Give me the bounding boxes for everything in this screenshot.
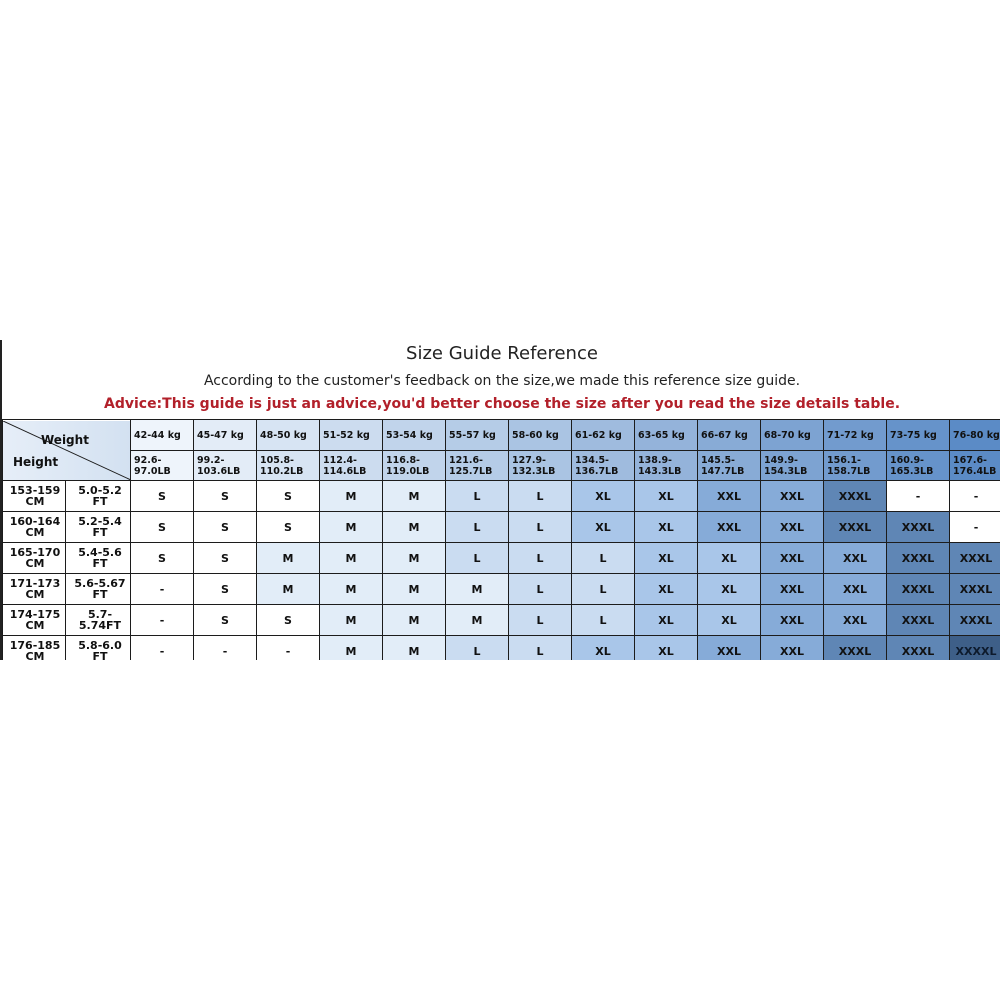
height-cm-line: 165-170 xyxy=(9,546,61,559)
weight-lb-header xyxy=(572,451,635,481)
height-ft-cell: 5.7-5.74FT xyxy=(66,605,131,636)
size-cell: XXL xyxy=(824,574,887,605)
weight-kg-header: 45-47 kg xyxy=(194,420,257,451)
table-row xyxy=(3,543,1000,574)
size-cell: S xyxy=(131,543,194,574)
height-cm-line: 153-159 xyxy=(9,484,61,497)
weight-kg-row xyxy=(3,420,1000,451)
weight-lb-header xyxy=(257,451,320,481)
size-cell: S xyxy=(194,543,257,574)
weight-lb-line: 167.6- xyxy=(953,454,987,466)
weight-lb-line: 105.8- xyxy=(260,454,294,466)
size-cell: XXXL xyxy=(950,574,1000,605)
weight-lb-line: 116.8- xyxy=(386,454,420,466)
weight-kg-header: 48-50 kg xyxy=(257,420,320,451)
size-cell: XL xyxy=(698,543,761,574)
weight-kg-header: 42-44 kg xyxy=(131,420,194,451)
weight-kg-header: 76-80 kg xyxy=(950,420,1000,451)
weight-lb-line: 132.3LB xyxy=(512,465,556,477)
table-corner xyxy=(3,420,131,481)
size-cell: S xyxy=(194,512,257,543)
height-cm-cell xyxy=(3,543,66,574)
size-cell: S xyxy=(194,605,257,636)
height-cm-cell xyxy=(3,512,66,543)
height-cm-line: CM xyxy=(25,619,45,632)
weight-kg-header: 68-70 kg xyxy=(761,420,824,451)
weight-kg-header: 71-72 kg xyxy=(824,420,887,451)
weight-lb-header xyxy=(131,451,194,481)
size-cell: XL xyxy=(572,481,635,512)
weight-lb-line: 92.6- xyxy=(134,454,162,466)
weight-lb-line: 165.3LB xyxy=(890,465,934,477)
size-cell: M xyxy=(320,636,383,661)
height-cm-cell xyxy=(3,636,66,661)
size-cell: XL xyxy=(635,636,698,661)
size-cell: M xyxy=(383,636,446,661)
size-cell: XXXXL xyxy=(950,636,1000,661)
weight-lb-header xyxy=(698,451,761,481)
weight-label: Weight xyxy=(41,432,89,447)
size-cell: S xyxy=(194,481,257,512)
weight-lb-header xyxy=(887,451,950,481)
size-cell: - xyxy=(887,481,950,512)
size-cell: XL xyxy=(635,481,698,512)
size-cell: XL xyxy=(698,605,761,636)
size-cell: S xyxy=(257,512,320,543)
weight-lb-line: 147.7LB xyxy=(701,465,745,477)
subtitle: According to the customer's feedback on the size,we made this reference size guide. xyxy=(203,373,801,389)
weight-lb-header xyxy=(635,451,698,481)
size-cell: L xyxy=(509,543,572,574)
size-cell: M xyxy=(320,543,383,574)
size-cell: L xyxy=(509,605,572,636)
size-cell: L xyxy=(509,512,572,543)
page-title: Size Guide Reference xyxy=(406,343,598,364)
size-cell: XXL xyxy=(761,481,824,512)
size-cell: L xyxy=(446,481,509,512)
size-cell: - xyxy=(131,574,194,605)
height-ft-cell: 5.8-6.0 FT xyxy=(66,636,131,661)
size-cell: XXXL xyxy=(887,543,950,574)
size-cell: - xyxy=(131,636,194,661)
size-cell: L xyxy=(446,543,509,574)
weight-lb-header xyxy=(509,451,572,481)
size-cell: XXXL xyxy=(887,636,950,661)
height-cm-line: CM xyxy=(25,650,45,660)
weight-lb-line: 110.2LB xyxy=(260,465,304,477)
size-cell: XL xyxy=(635,543,698,574)
size-guide xyxy=(0,340,1000,660)
weight-lb-line: 138.9- xyxy=(638,454,672,466)
size-cell: - xyxy=(257,636,320,661)
size-cell: S xyxy=(131,481,194,512)
weight-lb-header xyxy=(194,451,257,481)
weight-lb-line: 160.9- xyxy=(890,454,924,466)
weight-kg-header: 66-67 kg xyxy=(698,420,761,451)
height-cm-line: 174-175 xyxy=(9,608,61,621)
weight-lb-line: 125.7LB xyxy=(449,465,493,477)
weight-lb-header xyxy=(950,451,1000,481)
size-cell: XXL xyxy=(761,512,824,543)
size-cell: XL xyxy=(698,574,761,605)
weight-lb-header xyxy=(761,451,824,481)
weight-lb-line: 97.0LB xyxy=(134,465,171,477)
height-ft-cell: 5.2-5.4 FT xyxy=(66,512,131,543)
weight-kg-header: 73-75 kg xyxy=(887,420,950,451)
diagonal-divider xyxy=(3,421,131,480)
table-row xyxy=(3,574,1000,605)
height-cm-line: CM xyxy=(25,495,45,508)
size-cell: - xyxy=(950,512,1000,543)
weight-lb-line: 143.3LB xyxy=(638,465,682,477)
size-cell: - xyxy=(950,481,1000,512)
size-cell: XL xyxy=(635,512,698,543)
size-cell: L xyxy=(572,605,635,636)
size-cell: S xyxy=(194,574,257,605)
table-row xyxy=(3,512,1000,543)
height-cm-line: 176-185 xyxy=(9,639,61,652)
height-ft-cell: 5.4-5.6 FT xyxy=(66,543,131,574)
size-cell: XXL xyxy=(824,605,887,636)
size-cell: M xyxy=(257,574,320,605)
size-cell: L xyxy=(509,636,572,661)
weight-lb-row xyxy=(3,451,1000,481)
size-cell: XXXL xyxy=(887,574,950,605)
size-cell: L xyxy=(509,481,572,512)
size-cell: S xyxy=(257,481,320,512)
size-cell: L xyxy=(446,636,509,661)
height-cm-cell xyxy=(3,481,66,512)
height-cm-line: CM xyxy=(25,588,45,601)
size-cell: XXXL xyxy=(887,605,950,636)
weight-lb-line: 134.5- xyxy=(575,454,609,466)
size-cell: XXXL xyxy=(824,512,887,543)
size-cell: M xyxy=(320,512,383,543)
weight-lb-line: 99.2- xyxy=(197,454,225,466)
size-cell: XXL xyxy=(761,543,824,574)
size-cell: M xyxy=(383,574,446,605)
size-cell: XXL xyxy=(761,605,824,636)
size-cell: XXL xyxy=(698,481,761,512)
table-row xyxy=(3,636,1000,661)
weight-lb-line: 103.6LB xyxy=(197,465,241,477)
size-cell: S xyxy=(257,605,320,636)
weight-kg-header: 63-65 kg xyxy=(635,420,698,451)
table-row xyxy=(3,481,1000,512)
weight-lb-line: 145.5- xyxy=(701,454,735,466)
weight-lb-line: 119.0LB xyxy=(386,465,430,477)
weight-kg-header: 55-57 kg xyxy=(446,420,509,451)
size-cell: L xyxy=(509,574,572,605)
weight-lb-line: 136.7LB xyxy=(575,465,619,477)
size-cell: - xyxy=(131,605,194,636)
weight-lb-header xyxy=(446,451,509,481)
height-cm-line: CM xyxy=(25,557,45,570)
size-cell: XXXL xyxy=(824,481,887,512)
size-cell: XXL xyxy=(761,636,824,661)
weight-lb-line: 154.3LB xyxy=(764,465,808,477)
size-cell: L xyxy=(572,574,635,605)
size-cell: XXL xyxy=(698,636,761,661)
size-cell: M xyxy=(383,481,446,512)
size-cell: S xyxy=(131,512,194,543)
weight-lb-line: 156.1- xyxy=(827,454,861,466)
size-cell: XXXL xyxy=(824,636,887,661)
table-row xyxy=(3,605,1000,636)
height-cm-line: CM xyxy=(25,526,45,539)
height-ft-cell: 5.6-5.67 FT xyxy=(66,574,131,605)
size-cell: XXL xyxy=(761,574,824,605)
size-cell: L xyxy=(446,512,509,543)
size-cell: XXL xyxy=(698,512,761,543)
size-cell: XXXL xyxy=(950,543,1000,574)
weight-lb-header xyxy=(383,451,446,481)
size-cell: M xyxy=(446,605,509,636)
size-cell: M xyxy=(383,512,446,543)
weight-lb-line: 112.4- xyxy=(323,454,357,466)
size-cell: M xyxy=(257,543,320,574)
weight-lb-line: 158.7LB xyxy=(827,465,871,477)
size-cell: M xyxy=(383,605,446,636)
size-cell: M xyxy=(320,605,383,636)
height-cm-line: 160-164 xyxy=(9,515,61,528)
size-cell: - xyxy=(194,636,257,661)
height-cm-line: 171-173 xyxy=(9,577,61,590)
weight-kg-header: 58-60 kg xyxy=(509,420,572,451)
size-cell: XL xyxy=(572,512,635,543)
weight-lb-line: 176.4LB xyxy=(953,465,997,477)
size-cell: XXXL xyxy=(887,512,950,543)
weight-lb-line: 149.9- xyxy=(764,454,798,466)
weight-lb-line: 127.9- xyxy=(512,454,546,466)
height-cm-cell xyxy=(3,605,66,636)
size-cell: L xyxy=(572,543,635,574)
weight-kg-header: 51-52 kg xyxy=(320,420,383,451)
height-label: Height xyxy=(13,454,59,469)
size-cell: XL xyxy=(635,574,698,605)
size-cell: XXL xyxy=(824,543,887,574)
weight-lb-line: 121.6- xyxy=(449,454,483,466)
size-cell: M xyxy=(320,574,383,605)
size-cell: M xyxy=(383,543,446,574)
size-cell: M xyxy=(446,574,509,605)
size-cell: XL xyxy=(635,605,698,636)
weight-lb-line: 114.6LB xyxy=(323,465,367,477)
weight-lb-header xyxy=(320,451,383,481)
weight-kg-header: 61-62 kg xyxy=(572,420,635,451)
weight-lb-header xyxy=(824,451,887,481)
size-table xyxy=(2,419,1000,660)
advice-note: Advice:This guide is just an advice,you'd better choose the size after you read the size details table. xyxy=(103,396,901,412)
weight-kg-header: 53-54 kg xyxy=(383,420,446,451)
size-cell: XL xyxy=(572,636,635,661)
height-cm-cell xyxy=(3,574,66,605)
height-ft-cell: 5.0-5.2 FT xyxy=(66,481,131,512)
size-table-body xyxy=(3,481,1000,661)
size-cell: XXXL xyxy=(950,605,1000,636)
size-cell: M xyxy=(320,481,383,512)
